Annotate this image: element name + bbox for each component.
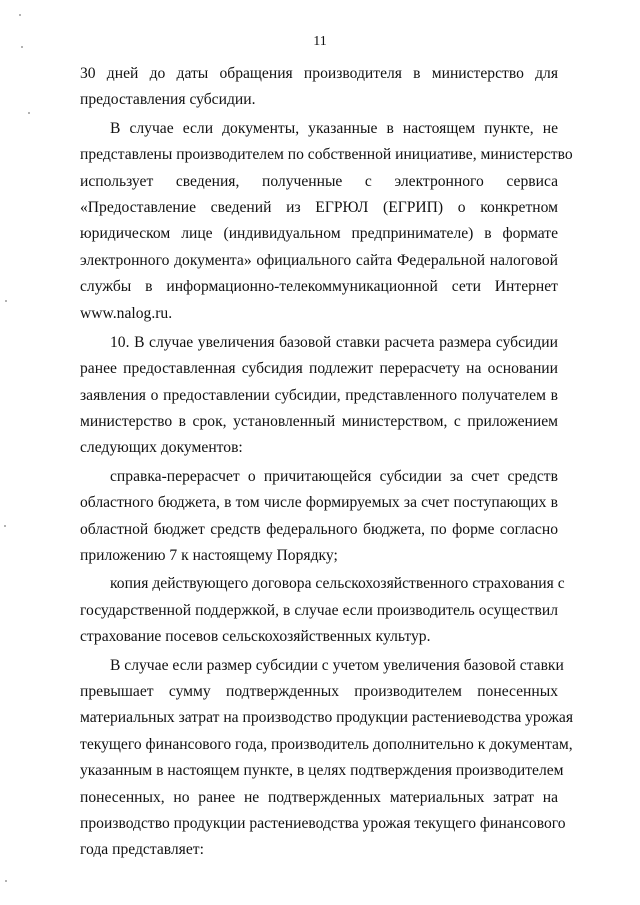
text-line: 10. В случае увеличения базовой ставки расчета размера субсидии (110, 333, 558, 351)
text-line: справка-перерасчет о причитающейся субсидии за счет средств (110, 467, 558, 485)
scan-mark (21, 46, 23, 48)
text-line: использует сведения, полученные с электронного сервиса (80, 172, 558, 190)
text-line: текущего финансового года, производитель дополнительно к документам, (80, 735, 573, 753)
text-line: представлены производителем по собственной инициативе, министерство (80, 146, 573, 164)
document-body (80, 61, 574, 864)
text-line: службы в информационно-телекоммуникационной сети Интернет (80, 278, 558, 296)
text-line: 30 дней до даты обращения производителя в министерство для (80, 65, 558, 82)
text-line: электронного документа» официального сайта Федеральной налоговой (80, 251, 558, 269)
paragraph-excess-subsidy (80, 653, 574, 864)
text-line: «Предоставление сведений из ЕГРЮЛ (ЕГРИП) о конкретном (80, 198, 558, 216)
text-line: министерство в срок, установленный министерством, с приложением (80, 413, 558, 431)
text-line: областной бюджет средств федерального бюджета, по форме согласно (80, 520, 558, 538)
paragraph-continuation (80, 61, 558, 114)
page-number: 11 (313, 34, 327, 49)
text-line: В случае если размер субсидии с учетом увеличения базовой ставки (110, 656, 564, 674)
scan-mark (5, 300, 7, 302)
text-line: производство продукции растениеводства урожая текущего финансового (80, 814, 566, 832)
text-line: указанным в настоящем пункте, в целях подтверждения производителем (80, 762, 564, 780)
text-line: приложению 7 к настоящему Порядку; (80, 547, 338, 565)
text-line: копия действующего договора сельскохозяйственного страхования с (110, 575, 565, 593)
scan-mark (5, 880, 7, 882)
text-line: понесенных, но ранее не подтвержденных материальных затрат на (80, 788, 558, 806)
text-line: www.nalog.ru. (80, 304, 173, 322)
text-line: В случае если документы, указанные в настоящем пункте, не (110, 119, 558, 137)
paragraph-insurance-contract (80, 571, 565, 650)
paragraph-item-10 (80, 330, 558, 462)
scan-mark (19, 14, 21, 16)
paragraph-egrul-request (80, 116, 573, 327)
text-line: материальных затрат на производство продукции растениеводства урожая (80, 709, 574, 727)
scan-mark (28, 112, 30, 114)
text-line: ранее предоставленная субсидия подлежит перерасчету на основании (80, 360, 558, 378)
text-line: предоставления субсидии. (80, 91, 256, 109)
text-line: государственной поддержкой, в случае если производитель осуществил (80, 601, 558, 619)
scan-mark (4, 525, 6, 527)
paragraph-recalculation-certificate (80, 464, 558, 570)
text-line: заявления о предоставлении субсидии, представленного получателем в (80, 386, 558, 404)
text-line: превышает сумму подтвержденных производителем понесенных (80, 682, 558, 700)
text-line: областного бюджета, в том числе формируемых за счет поступающих в (80, 494, 558, 512)
text-line: года представляет: (80, 841, 204, 859)
text-line: следующих документов: (80, 439, 243, 457)
text-line: юридическом лице (индивидуальном предпринимателе) в формате (80, 225, 558, 243)
text-line: страхование посевов сельскохозяйственных культур. (80, 628, 431, 646)
